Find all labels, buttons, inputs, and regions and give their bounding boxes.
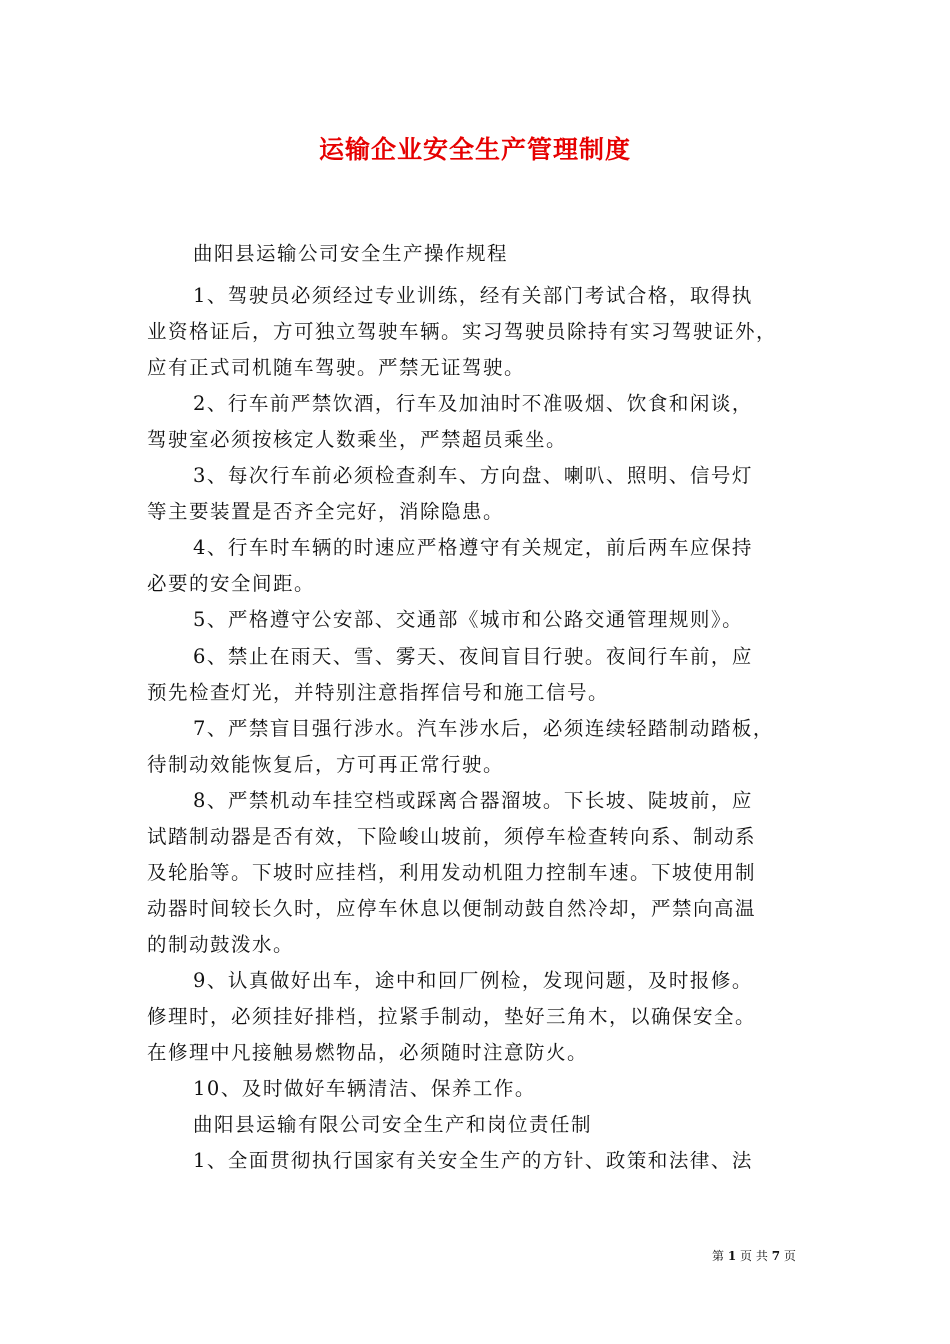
footer-suffix: 页 [783, 1249, 796, 1263]
paragraph-line: 动器时间较长久时，应停车休息以便制动鼓自然冷却，严禁向高温 [147, 897, 757, 920]
paragraph-line: 修理时，必须挂好排档，拉紧手制动，垫好三角木，以确保安全。 [147, 1005, 757, 1028]
paragraph-line: 1、驾驶员必须经过专业训练，经有关部门考试合格，取得执 [193, 284, 753, 307]
paragraph-line: 3、每次行车前必须检查刹车、方向盘、喇叭、照明、信号灯 [193, 464, 753, 487]
paragraph-line: 8、严禁机动车挂空档或踩离合器溜坡。下长坡、陡坡前，应 [193, 789, 753, 812]
paragraph-line: 驾驶室必须按核定人数乘坐，严禁超员乘坐。 [147, 428, 568, 451]
paragraph-line: 应有正式司机随车驾驶。严禁无证驾驶。 [147, 356, 526, 379]
paragraph-line: 的制动鼓泼水。 [147, 933, 295, 956]
document-title: 运输企业安全生产管理制度 [318, 135, 631, 164]
paragraph-line: 7、严禁盲目强行涉水。汽车涉水后，必须连续轻踏制动踏板， [193, 717, 774, 740]
paragraph-line: 5、严格遵守公安部、交通部《城市和公路交通管理规则》。 [193, 608, 744, 631]
footer-middle: 页 共 [740, 1249, 768, 1263]
paragraph-line: 4、行车时车辆的时速应严格遵守有关规定，前后两车应保持 [193, 536, 753, 559]
total-pages-number: 7 [771, 1249, 781, 1263]
paragraph-line: 试踏制动器是否有效，下险峻山坡前，须停车检查转向系、制动系 [147, 825, 757, 848]
paragraph-line: 等主要装置是否齐全完好，消除隐患。 [147, 500, 505, 523]
page-number-footer [712, 1248, 796, 1264]
section-heading: 曲阳县运输公司安全生产操作规程 [193, 242, 509, 265]
paragraph-line: 预先检查灯光，并特别注意指挥信号和施工信号。 [147, 681, 610, 704]
paragraph-line: 待制动效能恢复后，方可再正常行驶。 [147, 753, 505, 776]
paragraph-line: 业资格证后，方可独立驾驶车辆。实习驾驶员除持有实习驾驶证外， [147, 320, 778, 343]
paragraph-line: 必要的安全间距。 [147, 572, 316, 595]
paragraph-line: 1、全面贯彻执行国家有关安全生产的方针、政策和法律、法 [193, 1149, 753, 1172]
paragraph-line: 及轮胎等。下坡时应挂档，利用发动机阻力控制车速。下坡使用制 [147, 861, 757, 884]
section-heading: 曲阳县运输有限公司安全生产和岗位责任制 [193, 1113, 593, 1136]
paragraph-line: 6、禁止在雨天、雪、雾天、夜间盲目行驶。夜间行车前，应 [193, 645, 753, 668]
paragraph-line: 在修理中凡接触易燃物品，必须随时注意防火。 [147, 1041, 589, 1064]
paragraph-line: 10、及时做好车辆清洁、保养工作。 [193, 1077, 536, 1100]
current-page-number: 1 [727, 1249, 737, 1263]
footer-prefix: 第 [712, 1249, 725, 1263]
paragraph-line: 2、行车前严禁饮酒，行车及加油时不准吸烟、饮食和闲谈， [193, 392, 753, 415]
paragraph-line: 9、认真做好出车，途中和回厂例检，发现问题，及时报修。 [193, 969, 753, 992]
